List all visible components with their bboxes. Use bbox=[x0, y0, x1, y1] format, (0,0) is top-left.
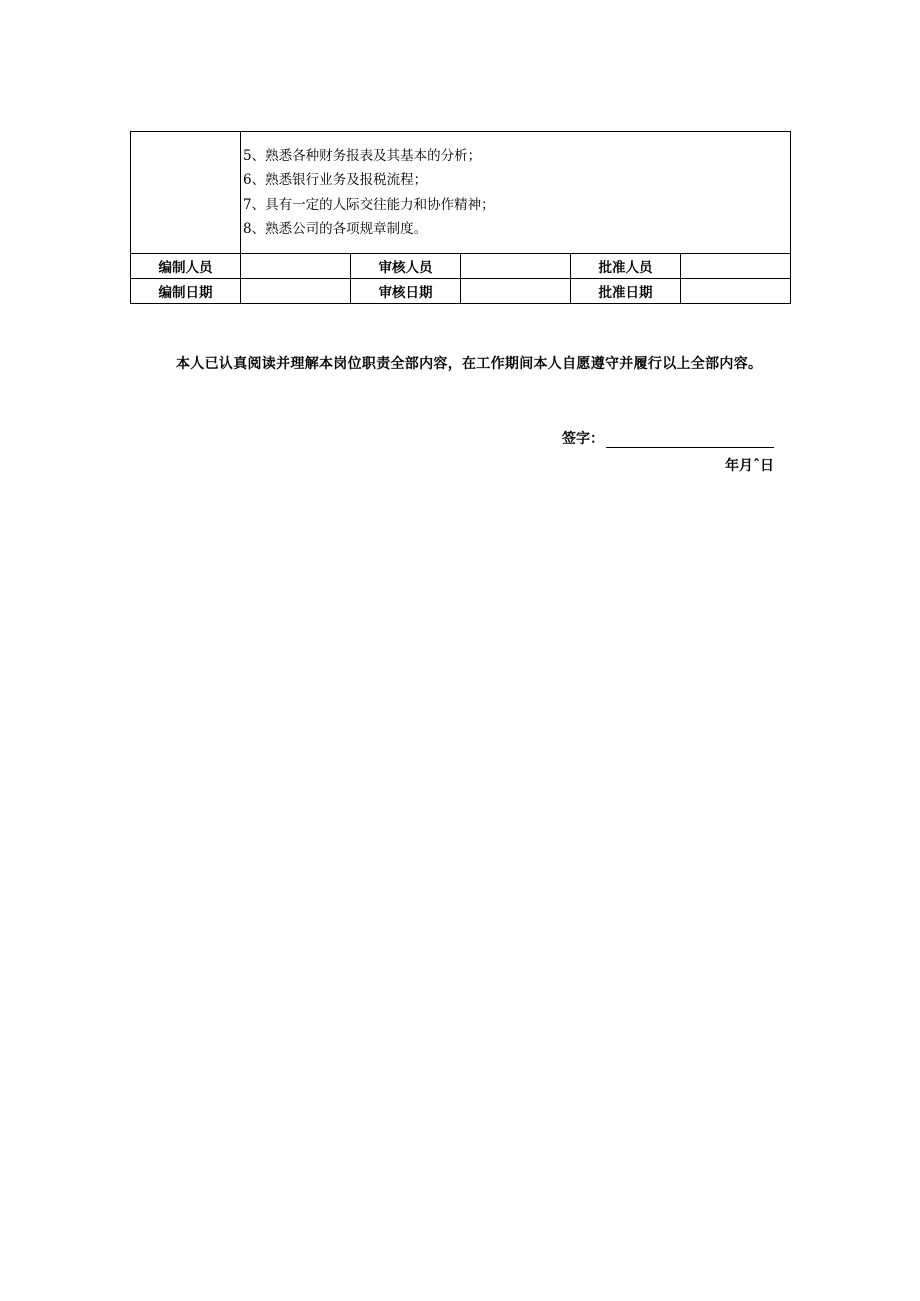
signature-label: 签字： bbox=[562, 431, 604, 447]
requirement-item: 8、熟悉公司的各项规章制度。 bbox=[243, 221, 428, 237]
approved-date-value bbox=[681, 279, 791, 304]
requirement-item: 5、熟悉各种财务报表及其基本的分析； bbox=[243, 147, 482, 164]
requirements-label-cell bbox=[131, 132, 241, 254]
approved-date-label: 批准日期 bbox=[571, 279, 681, 304]
reviewed-date-label: 审核日期 bbox=[351, 279, 461, 304]
reviewed-by-label: 审核人员 bbox=[351, 254, 461, 279]
acknowledgement-statement: 本人已认真阅读并理解本岗位职责全部内容，在工作期间本人自愿遵守并履行以上全部内容。 bbox=[176, 356, 763, 372]
requirement-item: 7、具有一定的人际交往能力和协作精神； bbox=[243, 196, 495, 213]
requirement-item: 6、熟悉银行业务及报税流程； bbox=[243, 172, 428, 188]
prepared-by-value bbox=[241, 254, 351, 279]
approval-dates-row bbox=[131, 279, 791, 304]
job-description-table bbox=[130, 131, 791, 304]
signature-row bbox=[562, 428, 774, 448]
requirements-row bbox=[131, 132, 791, 254]
prepared-date-value bbox=[241, 279, 351, 304]
requirements-cell bbox=[241, 132, 791, 254]
signature-date: 年月ˆ日 bbox=[725, 458, 774, 474]
prepared-by-label: 编制人员 bbox=[131, 254, 241, 279]
prepared-date-label: 编制日期 bbox=[131, 279, 241, 304]
approval-persons-row bbox=[131, 254, 791, 279]
approved-by-label: 批准人员 bbox=[571, 254, 681, 279]
signature-line[interactable] bbox=[606, 432, 774, 448]
approved-by-value bbox=[681, 254, 791, 279]
reviewed-date-value bbox=[461, 279, 571, 304]
reviewed-by-value bbox=[461, 254, 571, 279]
